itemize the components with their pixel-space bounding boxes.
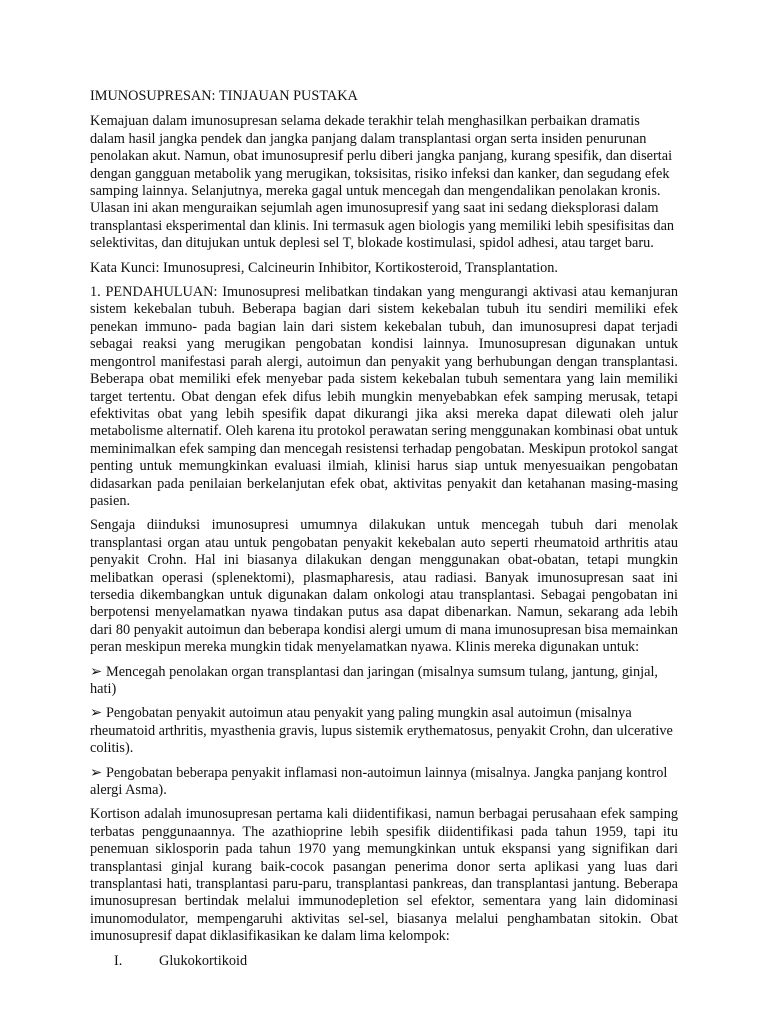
bullet-text: Pengobatan beberapa penyakit inflamasi non-autoimun lainnya (misalnya. Jangka panjang kontrol alergi Asma). — [90, 764, 668, 799]
document-title: IMUNOSUPRESAN: TINJAUAN PUSTAKA — [90, 88, 358, 104]
arrow-bullet-icon: ➢ — [90, 705, 102, 722]
introduction-paragraph: 1. PENDAHULUAN: Imunosupresi melibatkan tindakan yang mengurangi aktivasi atau kemanjuran sistem kekebalan tubuh. Beberapa bagian dari sistem kekebalan tubuh itu sendiri memiliki efek penekan immuno- pada bagian lain dari sistem kekebalan tubuh, dan imunosupresi dapat terjadi sebagai reaksi yang merugikan pengobatan kondisi lainnya. Imunosupresan digunakan untuk mengontrol manifestasi parah alergi, autoimun dan penyakit yang berhubungan dengan transplantasi. Beberapa obat memiliki efek menyebar pada sistem kekebalan tubuh sementara yang lain memiliki target tertentu. Obat dengan efek difus lebih mungkin menyebabkan efek samping merusak, tetapi efektivitas obat yang lebih spesifik dapat dikurangi jika aksi mereka dapat dilewati oleh jalur metabolisme alternatif. Oleh karena itu protokol perawatan sering menggunakan kombinasi obat untuk meminimalkan efek samping dan mencegah resistensi terhadap pengobatan. Meskipun protokol sangat penting untuk memungkinkan evaluasi ilmiah, klinisi harus siap untuk menyesuaikan pengobatan didasarkan pada penilaian berkelanjutan efek obat, aktivitas penyakit dan ketahanan masing-masing pasien. — [90, 284, 678, 509]
bullet-item — [90, 765, 678, 800]
bullet-item — [90, 705, 678, 757]
bullet-text: Pengobatan penyakit autoimun atau penyakit yang paling mungkin asal autoimun (misalnya rheumatoid arthritis, myasthenia gravis, lupus sistemik erythematosus, penyakit Crohn, dan ulcerative colitis). — [90, 705, 673, 757]
induced-immunosuppression-paragraph: Sengaja diinduksi imunosupresi umumnya dilakukan untuk mencegah tubuh dari menolak transplantasi organ atau untuk pengobatan penyakit kekebalan auto seperti rheumatoid arthritis atau penyakit Crohn. Hal ini biasanya dilakukan dengan menggunakan obat-obatan, tetapi mungkin melibatkan operasi (splenektomi), plasmapharesis, atau radiasi. Banyak imunosupresan saat ini tersedia dikembangkan untuk digunakan dalam onkologi atau transplantasi. Sebagai pengobatan ini berpotensi menyelamatkan nyawa tindakan putus asa dapat dibenarkan. Namun, sekarang ada lebih dari 80 penyakit autoimun dan beberapa kondisi alergi umum di mana imunosupresan bisa memainkan peran meskipun mereka mungkin tidak menyelamatkan nyawa. Klinis mereka digunakan untuk: — [90, 517, 678, 656]
list-number: I. — [114, 952, 123, 969]
bullet-item — [90, 664, 678, 699]
cortisone-paragraph: Kortison adalah imunosupresan pertama kali diidentifikasi, namun berbagai perusahaan efek samping terbatas penggunaannya. The azathioprine lebih spesifik diidentifikasi pada tahun 1959, tapi itu penemuan siklosporin pada tahun 1970 yang memungkinkan untuk ekspansi yang signifikan dari transplantasi ginjal kurang baik-cocok pasangan penerima donor serta aplikasi yang luas dari transplantasi hati, transplantasi paru-paru, transplantasi pankreas, dan transplantasi jantung. Beberapa imunosupresan bertindak melalui immunodepletion sel efektor, sementara yang lain didominasi imunomodulator, mempengaruhi aktivitas sel-sel, biasanya melalui penghambatan sitokin. Obat imunosupresif dapat diklasifikasikan ke dalam lima kelompok: — [90, 806, 678, 945]
arrow-bullet-icon: ➢ — [90, 764, 102, 781]
list-label: Glukokortikoid — [159, 952, 248, 969]
document-page — [90, 88, 678, 970]
bullet-text: Mencegah penolakan organ transplantasi dan jaringan (misalnya sumsum tulang, jantung, ginjal, hati) — [90, 663, 658, 697]
abstract-paragraph: Kemajuan dalam imunosupresan selama dekade terakhir telah menghasilkan perbaikan dramatis dalam hasil jangka pendek dan jangka panjang dalam transplantasi organ serta insiden penurunan penolakan akut. Namun, obat imunosupresif perlu diberi jangka panjang, kurang spesifik, dan disertai dengan gangguan metabolik yang merugikan, toksisitas, risiko infeksi dan kanker, dan segudang efek samping lainnya. Selanjutnya, mereka gagal untuk mencegah dan mengendalikan penolakan kronis. Ulasan ini akan menguraikan sejumlah agen imunosupresif yang saat ini sedang dieksplorasi dalam transplantasi eksperimental dan klinis. Ini termasuk agen biologis yang memiliki lebih spesifisitas dan selektivitas, dan ditujukan untuk deplesi sel T, blokade kostimulasi, spidol adhesi, atau target baru. — [90, 113, 675, 252]
classification-list-item — [90, 953, 678, 970]
arrow-bullet-icon: ➢ — [90, 663, 102, 680]
keywords-line: Kata Kunci: Imunosupresi, Calcineurin Inhibitor, Kortikosteroid, Transplantation. — [90, 259, 558, 276]
